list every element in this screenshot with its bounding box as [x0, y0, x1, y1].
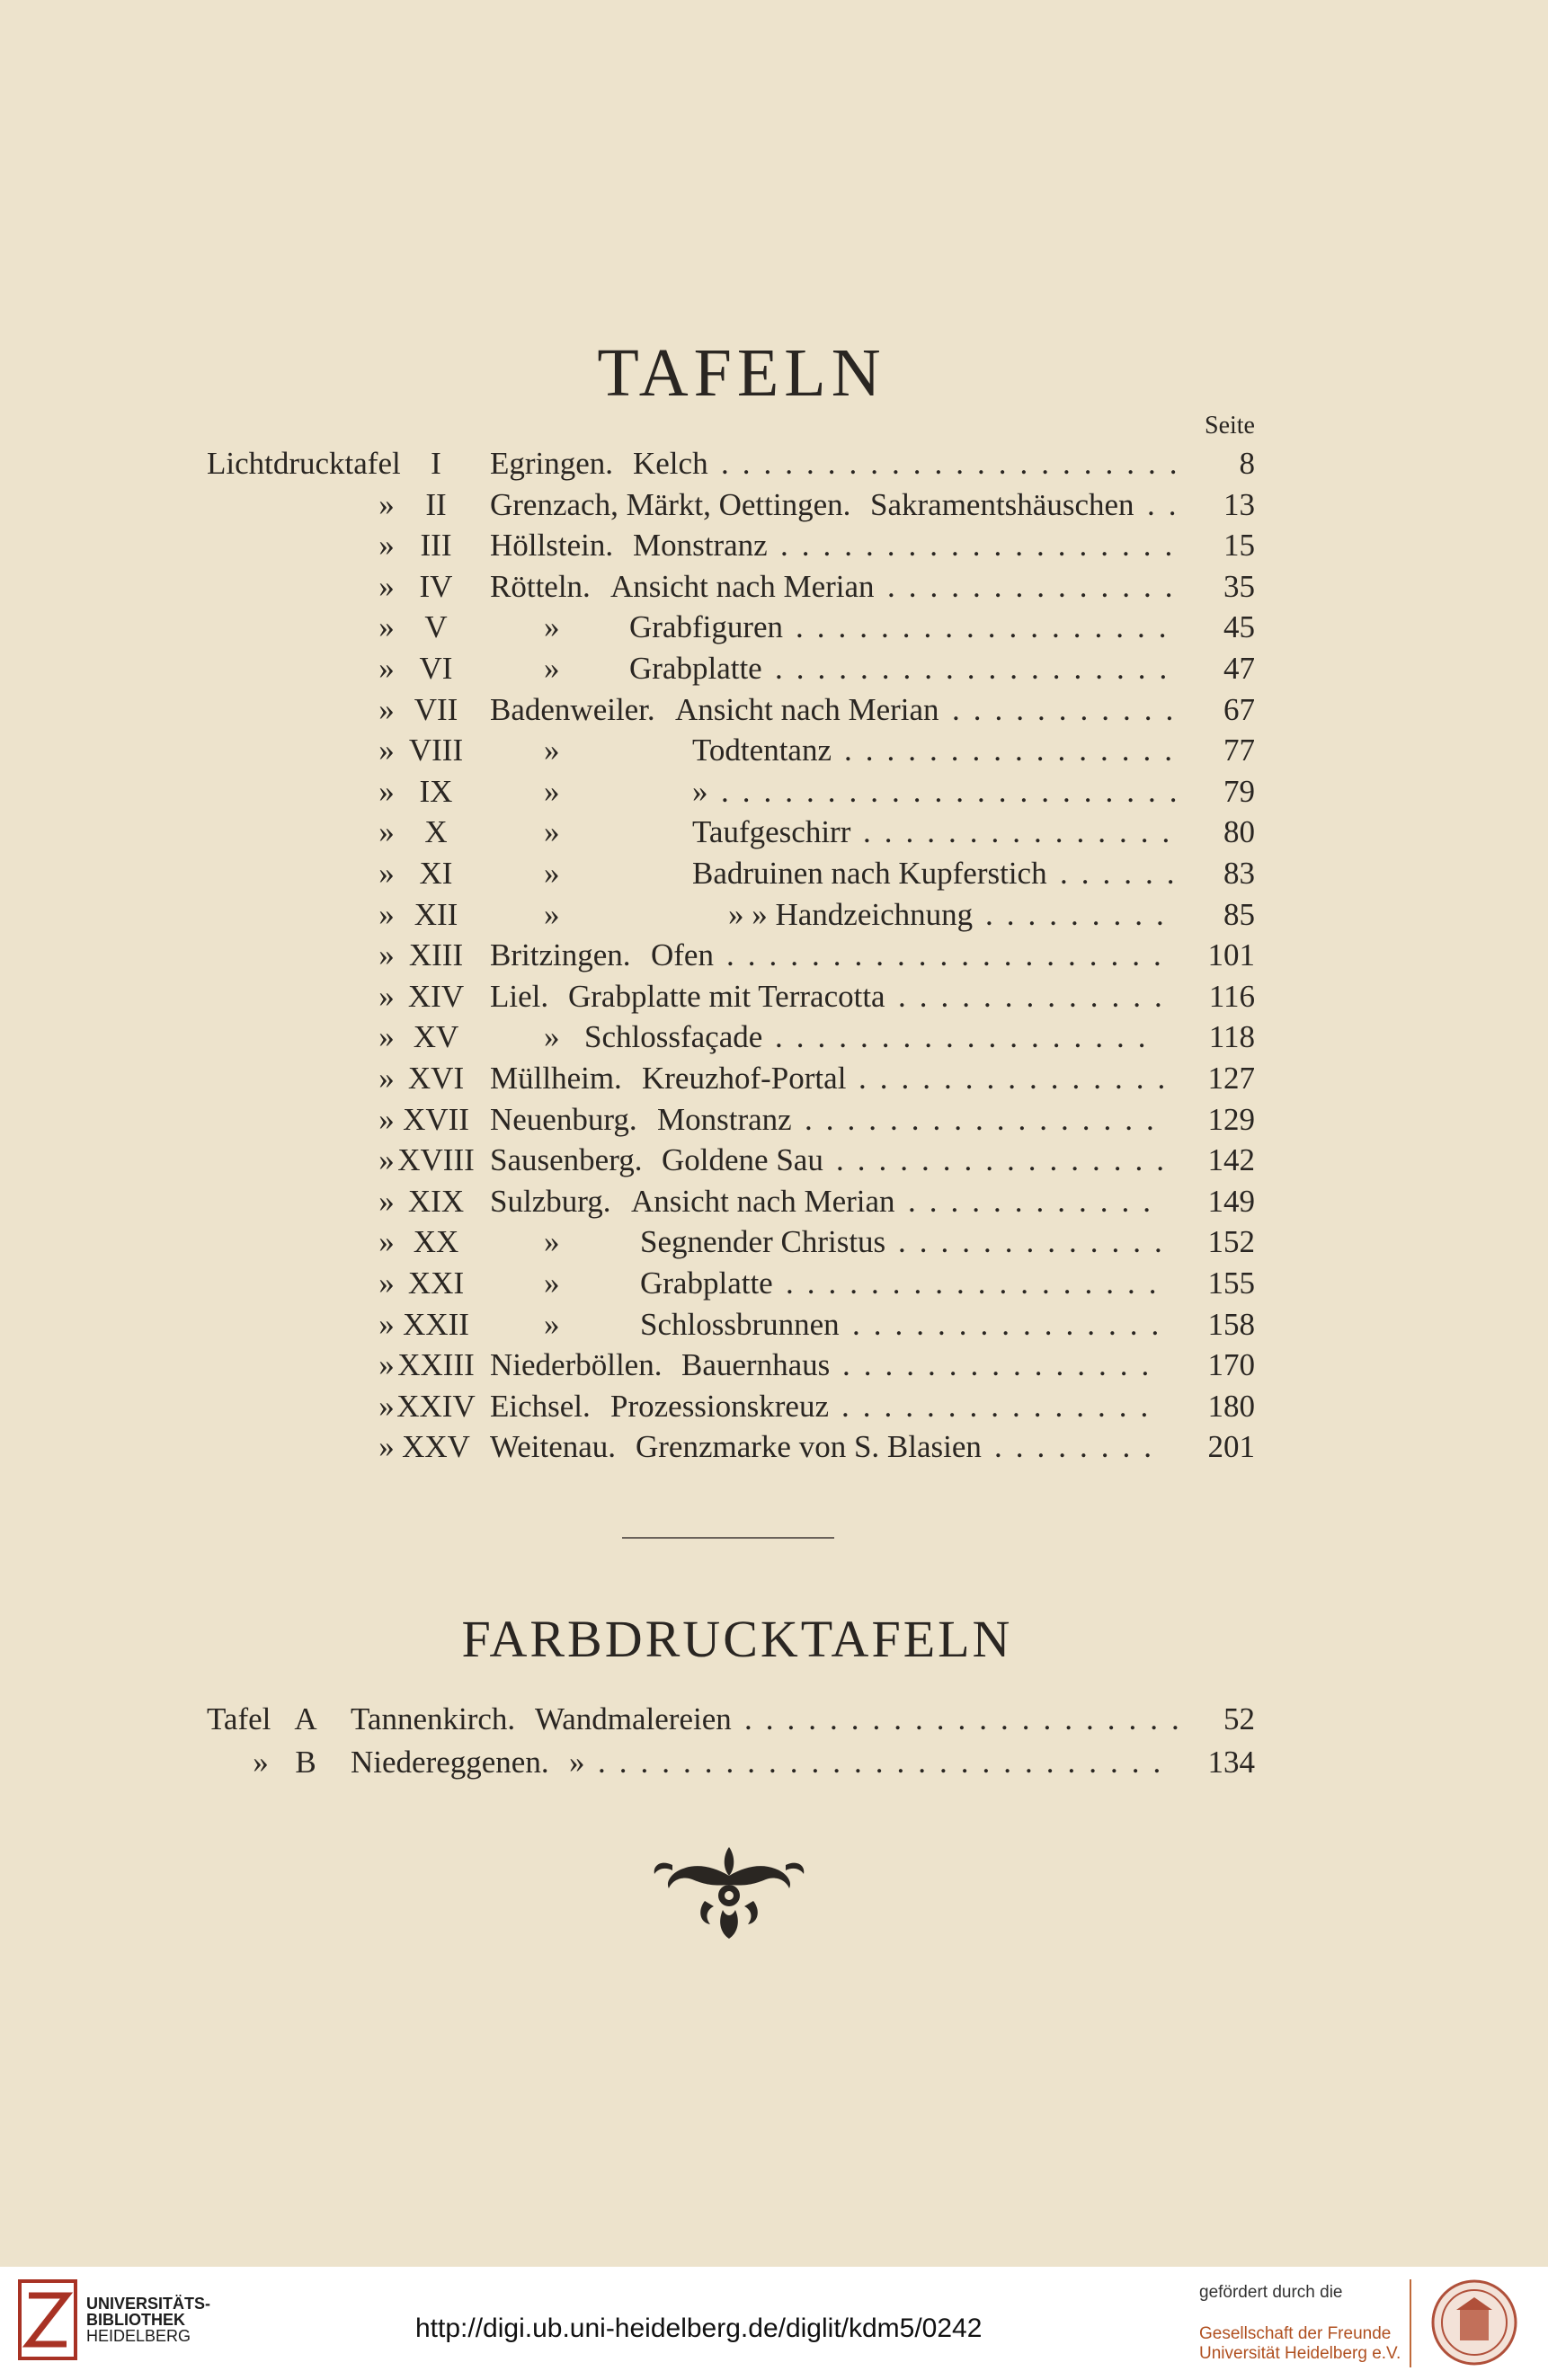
- dot-leader: ............: [908, 1183, 1164, 1219]
- page-number: 77: [1223, 733, 1255, 768]
- footer-divider: [1410, 2279, 1411, 2367]
- plate-location: Neuenburg.: [490, 1101, 637, 1137]
- plate-description: Goldene Sau: [662, 1142, 823, 1178]
- library-name-line2: BIBLIOTHEK: [86, 2311, 185, 2329]
- table-row: [0, 1017, 1548, 1058]
- plate-number: XVII: [403, 1101, 469, 1137]
- row-prefix: »: [378, 609, 395, 645]
- row-prefix: »: [253, 1745, 269, 1780]
- plate-number: XIII: [408, 937, 464, 973]
- plate-number: III: [420, 528, 452, 564]
- page-number: 83: [1223, 856, 1255, 891]
- row-prefix: »: [378, 1388, 395, 1424]
- table-row: [0, 853, 1548, 894]
- dot-leader: ..................: [786, 1265, 1170, 1301]
- row-prefix: »: [378, 896, 395, 932]
- plate-description: Prozessionskreuz: [610, 1388, 830, 1424]
- row-prefix: »: [378, 486, 395, 522]
- plate-location: Niederböllen.: [490, 1347, 663, 1383]
- plate-number: XX: [413, 1224, 459, 1260]
- plate-location: »: [544, 856, 560, 891]
- table-row: [0, 1058, 1548, 1099]
- dot-leader: ...............: [841, 1388, 1162, 1424]
- row-prefix: »: [378, 733, 395, 768]
- row-prefix: »: [378, 814, 395, 850]
- plate-description: Kelch: [633, 446, 708, 481]
- dot-leader: ...................: [780, 528, 1187, 564]
- page-number: 52: [1223, 1701, 1255, 1736]
- table-row: [0, 689, 1548, 731]
- plate-number: XIX: [407, 1183, 465, 1219]
- dot-leader: .................: [805, 1101, 1168, 1137]
- permalink-url[interactable]: http://digi.ub.uni-heidelberg.de/diglit/kdm5/0242: [415, 2313, 983, 2343]
- plate-number: X: [424, 814, 448, 850]
- row-prefix: »: [378, 1183, 395, 1219]
- library-name-line3: HEIDELBERG: [86, 2327, 191, 2345]
- dot-leader: ...................: [775, 651, 1181, 686]
- plate-location: Weitenau.: [490, 1429, 617, 1465]
- section-divider: [622, 1537, 834, 1539]
- dot-leader: ..................: [775, 1019, 1160, 1055]
- plate-number: XXV: [402, 1429, 470, 1465]
- plate-location: »: [544, 651, 560, 686]
- plate-description: Grabplatte: [640, 1265, 773, 1301]
- plate-description: Schlossfaçade: [584, 1019, 763, 1055]
- plate-location: »: [544, 1019, 560, 1055]
- table-row: [0, 935, 1548, 976]
- plate-location: »: [544, 1224, 560, 1260]
- dot-leader: ................: [844, 733, 1186, 768]
- plate-number: II: [425, 486, 447, 522]
- table-row: [0, 1263, 1548, 1304]
- row-prefix: »: [378, 978, 395, 1014]
- dot-leader: ...........................: [598, 1745, 1175, 1780]
- plate-number: XI: [419, 856, 453, 891]
- row-prefix: »: [378, 856, 395, 891]
- table-row: [0, 525, 1548, 566]
- plate-description: Taufgeschirr: [692, 814, 851, 850]
- plate-location: Britzingen.: [490, 937, 631, 973]
- dot-leader: .............: [898, 978, 1176, 1014]
- plate-description: Grabfiguren: [629, 609, 784, 645]
- plate-number: XVIII: [397, 1142, 475, 1178]
- plate-location: »: [544, 773, 560, 809]
- page-number: 142: [1207, 1142, 1255, 1178]
- page-number: 8: [1239, 446, 1255, 481]
- row-prefix: »: [378, 1265, 395, 1301]
- plate-description: Segnender Christus: [640, 1224, 886, 1260]
- table-row: [0, 771, 1548, 813]
- row-prefix: »: [378, 528, 395, 564]
- digitization-footer: [0, 2267, 1548, 2380]
- row-prefix: Lichtdrucktafel: [207, 446, 401, 481]
- plate-number: A: [294, 1701, 317, 1736]
- plate-number: I: [431, 446, 441, 481]
- table-row: [0, 648, 1548, 689]
- dot-leader: ...........: [952, 691, 1188, 727]
- plate-location: »: [544, 896, 560, 932]
- table-row: [0, 894, 1548, 936]
- page-number: 45: [1223, 609, 1255, 645]
- table-row: [0, 1099, 1548, 1141]
- plate-number: XVI: [407, 1061, 465, 1096]
- page-number: 152: [1207, 1224, 1255, 1260]
- table-row: [0, 607, 1548, 648]
- plate-number: XV: [413, 1019, 459, 1055]
- plate-number: VI: [419, 651, 453, 686]
- plate-number: XXII: [403, 1306, 469, 1342]
- row-prefix: »: [378, 1142, 395, 1178]
- table-row: [0, 812, 1548, 853]
- plate-location: Müllheim.: [490, 1061, 622, 1096]
- table-row: [0, 1304, 1548, 1345]
- plate-number: XXIV: [396, 1388, 476, 1424]
- row-prefix: »: [378, 773, 395, 809]
- page-number: 15: [1223, 528, 1255, 564]
- table-row: [0, 1426, 1548, 1468]
- row-prefix: »: [378, 651, 395, 686]
- dot-leader: ..............: [887, 568, 1187, 604]
- dot-leader: ...............: [859, 1061, 1179, 1096]
- dot-leader: .............: [898, 1224, 1176, 1260]
- table-row: [0, 1697, 1548, 1742]
- plate-description: Grenzmarke von S. Blasien: [636, 1429, 982, 1465]
- plate-number: XII: [414, 896, 458, 932]
- page-number: 116: [1208, 978, 1255, 1014]
- library-name-line1: UNIVERSITÄTS-: [86, 2295, 211, 2313]
- page-number: 134: [1207, 1745, 1255, 1780]
- dot-leader: ......................: [721, 773, 1191, 809]
- plate-number: B: [295, 1745, 316, 1780]
- plate-description: Ofen: [651, 937, 714, 973]
- plate-location: »: [544, 1306, 560, 1342]
- tafeln-heading: TAFELN: [597, 335, 886, 411]
- table-row: [0, 1221, 1548, 1263]
- page-number: 13: [1223, 486, 1255, 522]
- dot-leader: .....................: [726, 937, 1175, 973]
- plate-location: Badenweiler.: [490, 691, 655, 727]
- plate-description: Ansicht nach Merian: [610, 568, 875, 604]
- plate-number: IX: [419, 773, 453, 809]
- plate-description: Grabplatte: [629, 651, 762, 686]
- plate-location: »: [544, 814, 560, 850]
- table-row: [0, 566, 1548, 608]
- page-number: 129: [1207, 1101, 1255, 1137]
- plate-description: »: [692, 773, 708, 809]
- dot-leader: ..................: [796, 609, 1180, 645]
- plate-description: Monstranz: [633, 528, 768, 564]
- plate-location: Tannenkirch.: [351, 1701, 516, 1736]
- table-row: [0, 484, 1548, 526]
- page-number: 47: [1223, 651, 1255, 686]
- plate-description: Bauernhaus: [681, 1347, 831, 1383]
- page-number: 127: [1207, 1061, 1255, 1096]
- page-number: 67: [1223, 691, 1255, 727]
- page-number: 149: [1207, 1183, 1255, 1219]
- sponsor-label: gefördert durch die: [1199, 2283, 1343, 2302]
- page-number: 170: [1207, 1347, 1255, 1383]
- dot-leader: ...............: [852, 1306, 1173, 1342]
- table-row: [0, 1181, 1548, 1222]
- plate-description: Monstranz: [657, 1101, 792, 1137]
- dot-leader: .....................: [744, 1701, 1193, 1736]
- dot-leader: ...............: [863, 814, 1184, 850]
- row-prefix: »: [378, 1347, 395, 1383]
- plate-location: Egringen.: [490, 446, 614, 481]
- table-row: [0, 1140, 1548, 1181]
- library-name: [86, 2296, 210, 2344]
- row-prefix: »: [378, 1061, 395, 1096]
- plate-description: Ansicht nach Merian: [631, 1183, 895, 1219]
- plate-description: »: [569, 1745, 585, 1780]
- row-prefix: Tafel: [207, 1701, 271, 1736]
- plate-number: IV: [419, 568, 453, 604]
- plate-location: »: [544, 609, 560, 645]
- row-prefix: »: [378, 691, 395, 727]
- plate-location: Rötteln.: [490, 568, 591, 604]
- university-seal-icon: [1429, 2278, 1519, 2367]
- row-prefix: »: [378, 1429, 395, 1465]
- row-prefix: »: [378, 1306, 395, 1342]
- table-row: [0, 1740, 1548, 1785]
- row-prefix: »: [378, 1019, 395, 1055]
- plate-location: Höllstein.: [490, 528, 614, 564]
- plate-description: Grabplatte mit Terracotta: [568, 978, 885, 1014]
- dot-leader: ..: [1147, 486, 1190, 522]
- farbdrucktafeln-heading: FARBDRUCKTAFELN: [461, 1610, 1013, 1668]
- row-prefix: »: [378, 1224, 395, 1260]
- table-row: [0, 976, 1548, 1017]
- dot-leader: ......................: [721, 446, 1191, 481]
- plate-description: Ansicht nach Merian: [675, 691, 939, 727]
- plate-description: Sakramentshäuschen: [870, 486, 1134, 522]
- plate-location: »: [544, 1265, 560, 1301]
- page-number: 80: [1223, 814, 1255, 850]
- dot-leader: ................: [836, 1142, 1178, 1178]
- seite-label: Seite: [1205, 412, 1255, 440]
- library-logo-icon: [16, 2278, 79, 2362]
- table-row: [0, 730, 1548, 771]
- plate-number: XXI: [407, 1265, 465, 1301]
- plate-description: Kreuzhof-Portal: [642, 1061, 847, 1096]
- plate-number: V: [424, 609, 448, 645]
- plate-location: Eichsel.: [490, 1388, 591, 1424]
- plate-location: Niedereggenen.: [351, 1745, 549, 1780]
- table-row: [0, 1345, 1548, 1386]
- page-number: 118: [1208, 1019, 1255, 1055]
- page-number: 180: [1207, 1388, 1255, 1424]
- sponsor-name-line1: Gesellschaft der Freunde: [1199, 2324, 1392, 2343]
- plate-location: Grenzach, Märkt, Oettingen.: [490, 486, 851, 522]
- dot-leader: .........: [985, 896, 1178, 932]
- row-prefix: »: [378, 1101, 395, 1137]
- dot-leader: ...............: [842, 1347, 1163, 1383]
- sponsor-name-line2: Universität Heidelberg e.V.: [1199, 2344, 1401, 2363]
- dot-leader: ........: [994, 1429, 1165, 1465]
- page-number: 158: [1207, 1306, 1255, 1342]
- plate-description: » » Handzeichnung: [728, 896, 974, 932]
- plate-description: Todtentanz: [692, 733, 832, 768]
- table-row: [0, 1386, 1548, 1427]
- plate-location: Liel.: [490, 978, 549, 1014]
- plate-number: VIII: [408, 733, 464, 768]
- row-prefix: »: [378, 937, 395, 973]
- page-number: 35: [1223, 568, 1255, 604]
- page-number: 101: [1207, 937, 1255, 973]
- floral-ornament-icon: [645, 1829, 813, 1946]
- table-row: [0, 443, 1548, 484]
- row-prefix: »: [378, 568, 395, 604]
- plate-description: Schlossbrunnen: [640, 1306, 840, 1342]
- plate-location: Sulzburg.: [490, 1183, 611, 1219]
- plate-number: XXIII: [397, 1347, 475, 1383]
- plate-location: Sausenberg.: [490, 1142, 643, 1178]
- page-number: 85: [1223, 896, 1255, 932]
- plate-number: VII: [414, 691, 458, 727]
- plate-number: XIV: [407, 978, 465, 1014]
- page-number: 79: [1223, 773, 1255, 809]
- sponsor-name: [1199, 2324, 1401, 2364]
- dot-leader: ......: [1060, 856, 1188, 891]
- plate-description: Badruinen nach Kupferstich: [692, 856, 1047, 891]
- page-number: 201: [1207, 1429, 1255, 1465]
- plate-location: »: [544, 733, 560, 768]
- page-number: 155: [1207, 1265, 1255, 1301]
- plate-description: Wandmalereien: [535, 1701, 732, 1736]
